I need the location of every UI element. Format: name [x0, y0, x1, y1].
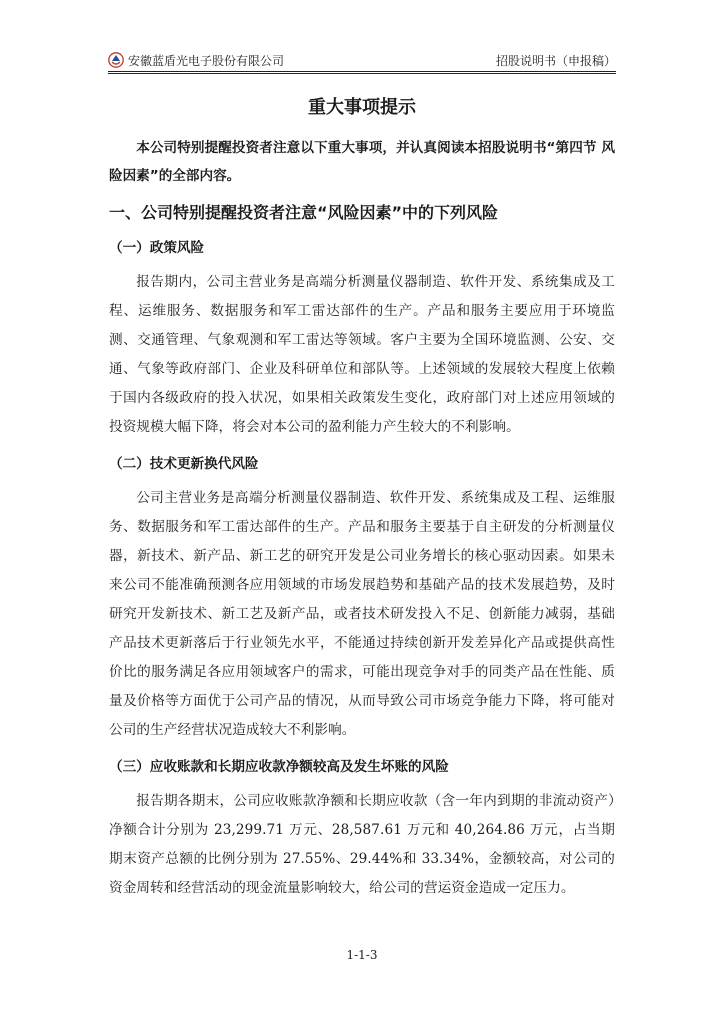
paragraph-tech-risk: 公司主营业务是高端分析测量仪器制造、软件开发、系统集成及工程、运维服务、数据服务和军工雷达部件的生产。产品和服务主要基于自主研发的分析测量仪器，新技术、新产品、新工艺的研究开发是公司业务增长的核心驱动因素。如果未来公司不能准确预测各应用领域的市场发展趋势和基础产品的技术发展趋势，及时研究开发新技术、新工艺及新产品，或者技术研发投入不足、创新能力减弱，基础产品技术更新落后于行业领先水平，不能通过持续创新开发差异化产品或提供高性价比的服务满足各应用领域客户的需求，可能出现竞争对手的同类产品在性能、质量及价格等方面优于公司产品的情况，从而导致公司市场竞争能力下降，将可能对公司的生产经营状况造成较大不利影响。 — [109, 490, 615, 738]
header-company — [108, 52, 284, 69]
section-heading-1: 一、公司特别提醒投资者注意“风险因素”中的下列风险 — [109, 203, 499, 222]
company-logo-icon — [108, 52, 124, 68]
page-body — [109, 90, 615, 903]
company-name: 安徽蓝盾光电子股份有限公司 — [128, 53, 285, 68]
header-rule-top — [108, 71, 616, 72]
page-number: 1-1-3 — [346, 948, 378, 962]
subsection-heading-tech-risk: （二）技术更新换代风险 — [109, 456, 259, 472]
intro-paragraph: 本公司特别提醒投资者注意以下重大事项，并认真阅读本招股说明书“第四节 风险因素”的全部内容。 — [109, 140, 615, 184]
subsection-heading-policy-risk: （一）政策风险 — [109, 240, 205, 256]
paragraph-policy-risk: 报告期内，公司主营业务是高端分析测量仪器制造、软件开发、系统集成及工程、运维服务、数据服务和军工雷达部件的生产。产品和服务主要应用于环境监测、交通管理、气象观测和军工雷达等领域。客户主要为全国环境监测、公安、交通、气象等政府部门、企业及科研单位和部队等。上述领域的发展较大程度上依赖于国内各级政府的投入状况，如果相关政策发生变化，政府部门对上述应用领域的投资规模大幅下降，将会对本公司的盈利能力产生较大的不利影响。 — [109, 274, 615, 435]
page-header — [108, 50, 616, 70]
paragraph-receivables-risk: 报告期各期末，公司应收账款净额和长期应收款（含一年内到期的非流动资产）净额合计分别为 23,299.71 万元、28,587.61 万元和 40,264.86 万元，占当期期末资产总额的比例分别为 27.55%、29.44%和 33.34%，金额较高，对公司的资金周转和经营活动的现金流量影响较大，给公司的营运资金造成一定压力。 — [109, 793, 615, 896]
document-name: 招股说明书（申报稿） — [495, 53, 616, 68]
page-title: 重大事项提示 — [308, 97, 416, 118]
subsection-heading-receivables-risk: （三）应收账款和长期应收款净额较高及发生坏账的风险 — [109, 759, 449, 775]
header-rule-bottom — [108, 73, 616, 74]
